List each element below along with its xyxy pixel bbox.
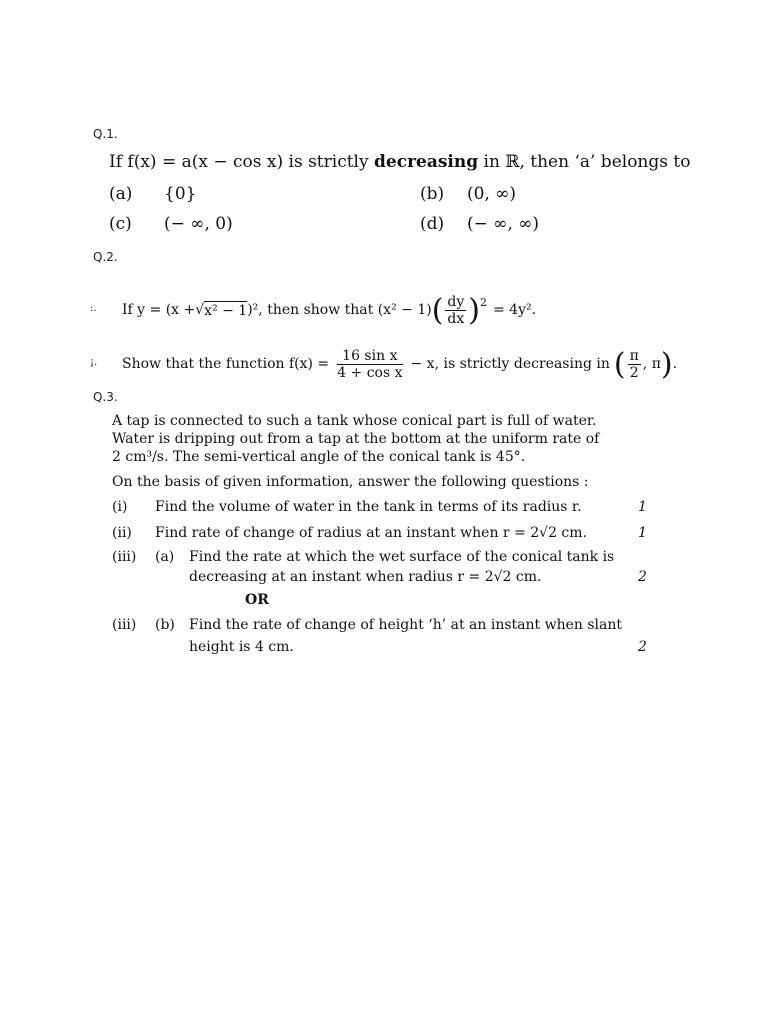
- item-iii-a-num: (iii): [112, 549, 137, 565]
- option-b-text: (0, ∞): [467, 184, 517, 204]
- item-i-text: Find the volume of water in the tank in terms of its radius r.: [155, 499, 582, 515]
- q2-part2-prefix: Show that the function f(x) =: [122, 356, 330, 372]
- or-separator: OR: [245, 592, 269, 608]
- case-study-line-2: Water is dripping out from a tap at the bottom at the uniform rate of: [112, 431, 600, 447]
- question-2-marker-2: ¡.: [90, 357, 98, 368]
- interval-right-paren: ): [660, 346, 673, 382]
- option-b-label: (b): [420, 184, 445, 204]
- left-paren: (: [431, 292, 444, 328]
- q2-part2-middle: − x, is strictly decreasing in: [410, 356, 610, 372]
- question-2-part-1: [122, 288, 536, 332]
- item-iii-b-text: Find the rate of change of height ‘h’ at an instant when slant: [189, 617, 623, 633]
- item-iii-b-text-2: height is 4 cm.: [189, 639, 294, 655]
- option-d-label: (d): [420, 214, 445, 234]
- case-study-line-1: A tap is connected to such a tank whose conical part is full of water.: [112, 413, 597, 429]
- case-study-line-3: 2 cm³/s. The semi-vertical angle of the conical tank is 45°.: [112, 449, 526, 465]
- dy-dx-fraction: [445, 294, 466, 327]
- option-a-text: {0}: [164, 184, 197, 204]
- question-1-stem-part2: in ℝ, then ‘a’ belongs to: [478, 152, 691, 172]
- item-ii-num: (ii): [112, 525, 132, 541]
- dy-dx-denominator: dx: [447, 310, 465, 327]
- dy-dx-numerator: dy: [447, 293, 465, 310]
- item-i-marks: 1: [638, 499, 647, 515]
- option-c-text: (− ∞, 0): [164, 214, 233, 234]
- question-2-label: Q.2.: [93, 250, 118, 264]
- q2-part1-power: 2: [480, 295, 487, 309]
- pi-over-2-fraction: [628, 348, 641, 381]
- interval-left-paren: (: [613, 346, 626, 382]
- item-iii-b-num: (iii): [112, 617, 137, 633]
- sin-cos-numerator: 16 sin x: [337, 348, 402, 365]
- two-denominator: 2: [629, 364, 639, 381]
- option-a-label: (a): [109, 184, 133, 204]
- question-2-marker-1: :.: [90, 303, 97, 314]
- question-1-stem-bold: decreasing: [374, 152, 479, 172]
- sqrt-sign: √: [195, 302, 205, 318]
- question-1-label: Q.1.: [93, 127, 118, 141]
- item-iii-b-marks: 2: [638, 639, 647, 655]
- instruction: On the basis of given information, answer the following questions :: [112, 474, 589, 490]
- question-3-label: Q.3.: [93, 390, 118, 404]
- item-iii-a-text-2: decreasing at an instant when radius r = 2√2 cm.: [189, 569, 542, 585]
- option-c-label: (c): [109, 214, 132, 234]
- pi-numerator: π: [629, 347, 639, 364]
- option-d-text: (− ∞, ∞): [467, 214, 540, 234]
- q2-part1-if: If y = (x +: [122, 302, 196, 318]
- item-ii-text: Find rate of change of radius at an instant when r = 2√2 cm.: [155, 525, 587, 541]
- q2-part2-end: .: [672, 356, 678, 372]
- sin-cos-fraction: [337, 348, 402, 381]
- item-iii-a-marks: 2: [638, 569, 647, 585]
- sin-cos-denominator: 4 + cos x: [337, 364, 403, 381]
- q2-part1-sqrt-arg: x² − 1: [204, 303, 248, 319]
- item-iii-a-sub: (a): [155, 549, 175, 565]
- question-1-stem: [109, 152, 690, 172]
- item-iii-b-sub: (b): [155, 617, 175, 633]
- question-2-part-2: [122, 343, 677, 385]
- q2-part1-result: = 4y².: [493, 302, 537, 318]
- question-1-stem-part1: If f(x) = a(x − cos x) is strictly: [109, 152, 375, 172]
- interval-pi: , π: [642, 356, 661, 372]
- right-paren: ): [468, 292, 480, 328]
- item-i-num: (i): [112, 499, 128, 515]
- item-iii-a-text: Find the rate at which the wet surface of the conical tank is: [189, 549, 615, 565]
- q2-part1-after-sqrt: )², then show that (x² − 1): [247, 302, 432, 318]
- item-ii-marks: 1: [638, 525, 647, 541]
